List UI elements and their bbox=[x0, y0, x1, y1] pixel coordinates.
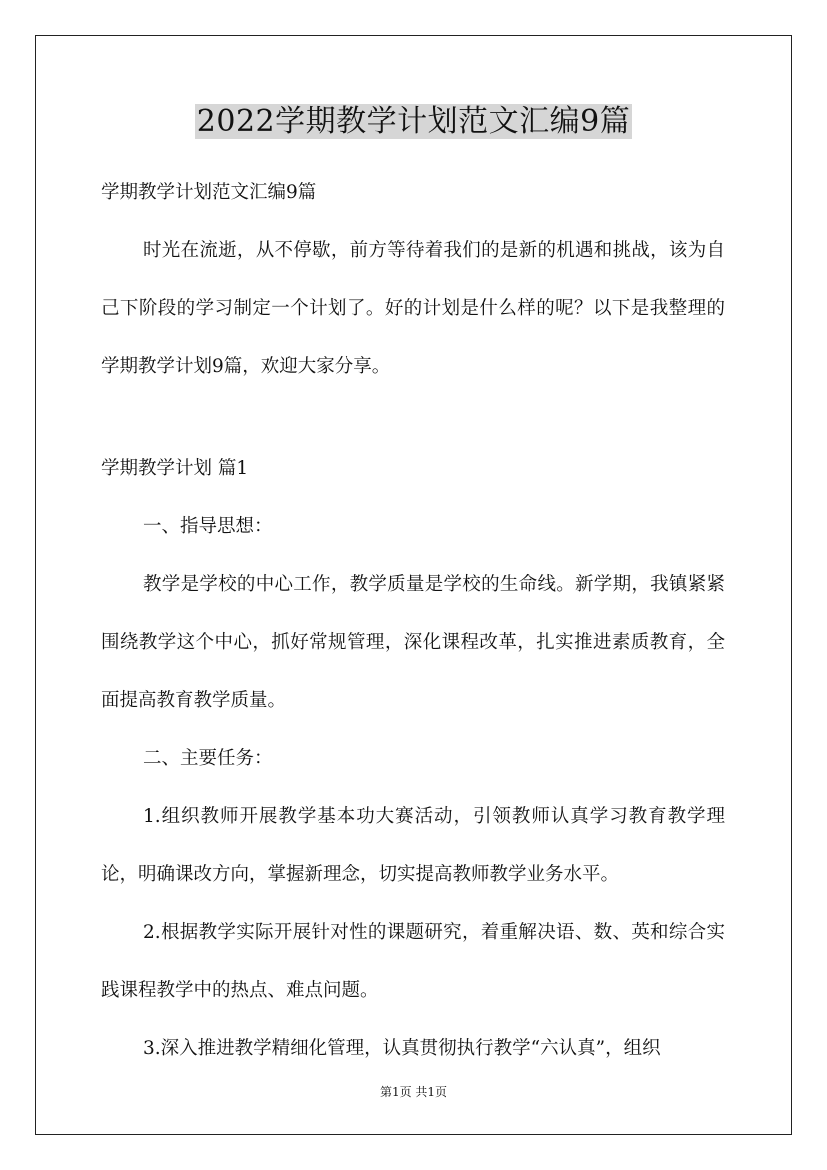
part2-title: 二、主要任务： bbox=[143, 748, 273, 769]
document-subtitle: 学期教学计划范文汇编9篇 bbox=[101, 182, 317, 203]
part1-title: 一、指导思想： bbox=[143, 516, 273, 537]
task-item-2: 2.根据教学实际开展针对性的课题研究，着重解决语、数、英和综合实践课程教学中的热点、难点问题。 bbox=[101, 922, 725, 1001]
task-item-3: 3.深入推进教学精细化管理，认真贯彻执行教学“六认真”，组织 bbox=[143, 1038, 661, 1059]
page-number-label: 第1页 共1页 bbox=[379, 1085, 448, 1099]
document-title: 2022学期教学计划范文汇编9篇 bbox=[196, 104, 631, 139]
intro-paragraph: 时光在流逝，从不停歇，前方等待着我们的是新的机遇和挑战，该为自己下阶段的学习制定一个计划了。好的计划是什么样的呢？以下是我整理的学期教学计划9篇，欢迎大家分享。 bbox=[101, 240, 725, 377]
task-item-1: 1.组织教师开展教学基本功大赛活动，引领教师认真学习教育教学理论，明确课改方向，掌握新理念，切实提高教师教学业务水平。 bbox=[101, 806, 725, 885]
part1-paragraph: 教学是学校的中心工作，教学质量是学校的生命线。新学期，我镇紧紧围绕教学这个中心，抓好常规管理，深化课程改革，扎实推进素质教育，全面提高教育教学质量。 bbox=[101, 574, 725, 711]
section-gap bbox=[101, 396, 725, 440]
page-footer bbox=[0, 1084, 827, 1100]
document-title-block bbox=[0, 100, 827, 144]
document-body bbox=[101, 164, 725, 1078]
section-heading: 学期教学计划 篇1 bbox=[101, 458, 249, 479]
